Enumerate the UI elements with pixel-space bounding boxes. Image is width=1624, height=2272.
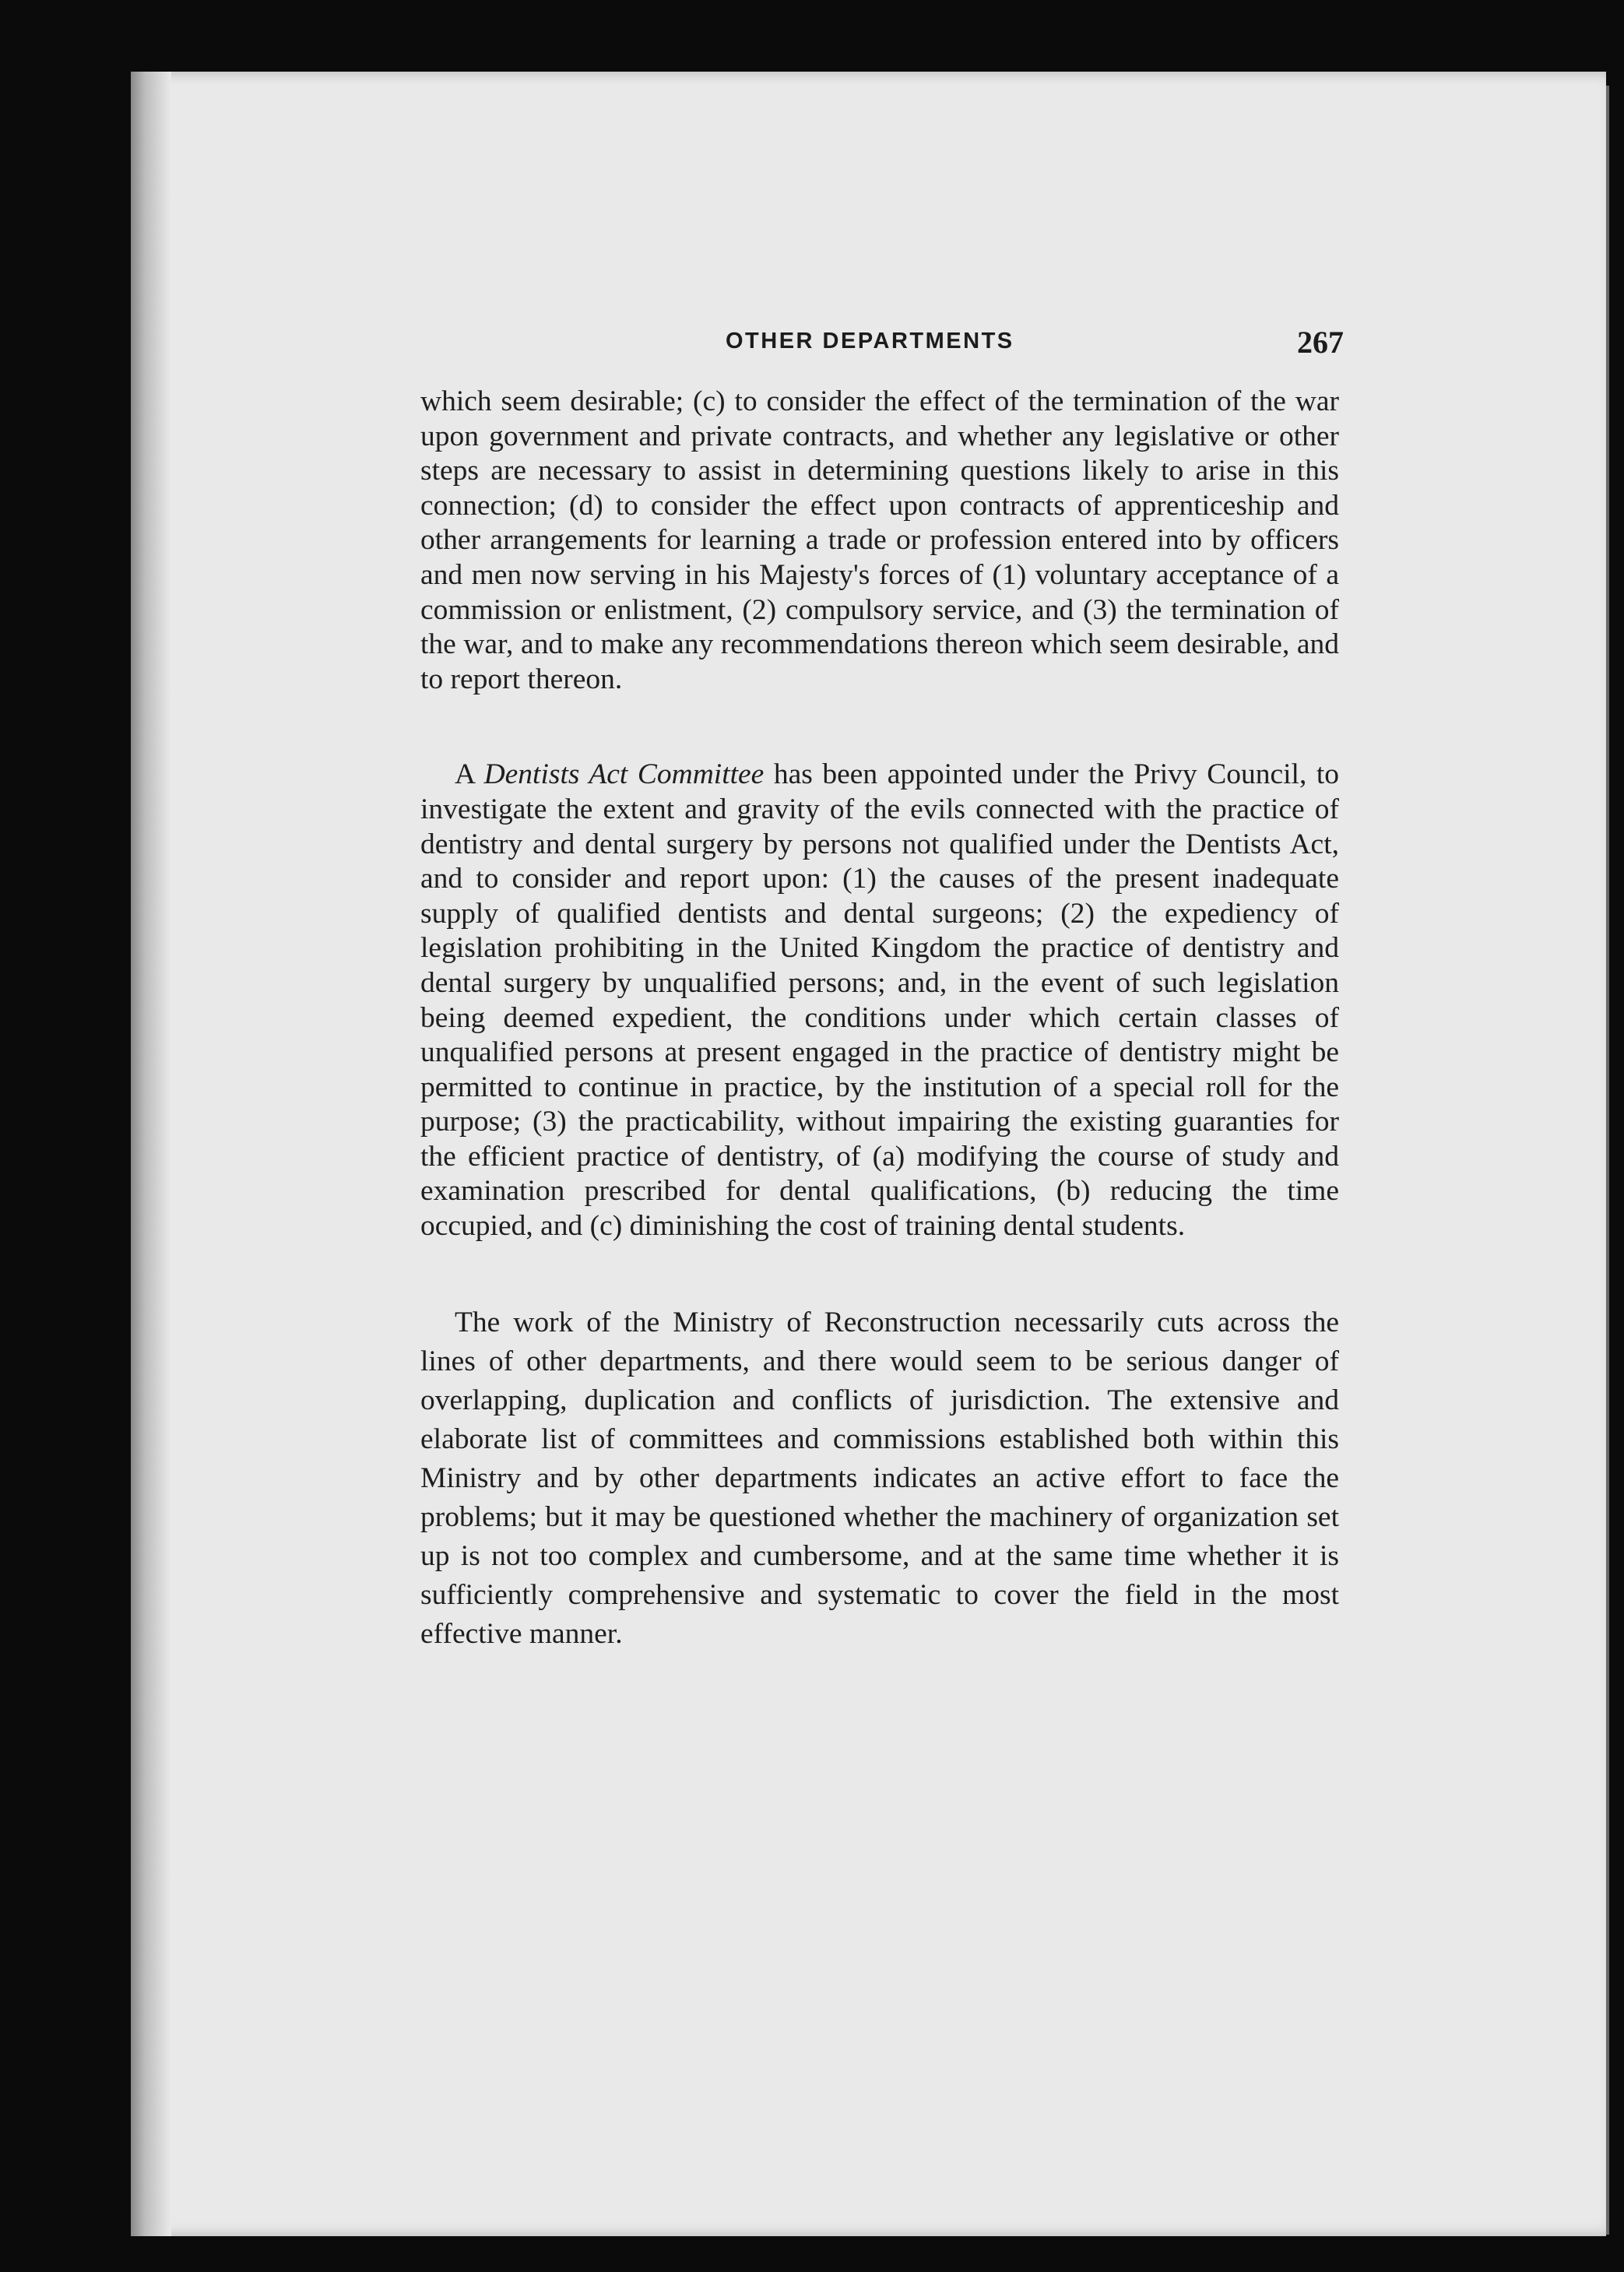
page-number: 267: [1297, 325, 1344, 360]
paragraph-2-lead: A: [455, 758, 475, 791]
paragraph-1: which seem desirable; (c) to consider the effect of the termination of the war upon government and private contracts, and whether any legislative or other steps are necessary to assist in determining questions likely to arise in this connection; (d) to consider the effect upon contracts of apprenticeship and other arrangements for learning a trade or profession entered into by officers and men now serving in his Majesty's forces of (1) voluntary acceptance of a commission or enlistment, (2) compulsory service, and (3) the termination of the war, and to make any recommendations thereon which seem desirable, and to report thereon.: [420, 385, 1339, 695]
paragraph-2: [420, 758, 1339, 1243]
paragraph-2-rest: has been appointed under the Privy Council, to investigate the extent and gravity of the evils connected with the practice of dentistry and dental surgery by persons not qualified under the Dentists Act, and to consider and report upon: (1) the causes of the present inadequate supply of qualified dentists and dental surgeons; (2) the expediency of legislation prohibiting in the United Kingdom the practice of dentistry and dental surgery by unqualified persons; and, in the event of such legislation being deemed expedient, the conditions under which certain classes of unqualified persons at present engaged in the practice of dentistry might be permitted to continue in practice, by the institution of a special roll for the purpose; (3) the practicability, without impairing the existing guaranties for the efficient practice of dentistry, of (a) modifying the course of study and examination prescribed for dental qualifications, (b) reducing the time occupied, and (c) diminishing the cost of training dental students.: [420, 758, 1340, 1243]
paragraph-3: The work of the Ministry of Reconstruction necessarily cuts across the lines of other departments, and there would seem to be serious danger of overlapping, duplication and conflicts of jurisdiction. The extensive and elaborate list of committees and commissions established both within this Ministry and by other departments indicates an active effort to face the problems; but it may be questioned whether the machinery of organization set up is not too complex and cumbersome, and at the same time whether it is sufficiently comprehensive and systematic to cover the field in the most effective manner.: [420, 1306, 1339, 1650]
page-edge: [1606, 86, 1609, 2235]
running-head: OTHER DEPARTMENTS: [726, 329, 1014, 353]
committee-name: Dentists Act Committee: [483, 758, 765, 791]
page-gutter: [131, 72, 171, 2236]
body-text: [420, 385, 1339, 1654]
page-header: [420, 324, 1347, 363]
